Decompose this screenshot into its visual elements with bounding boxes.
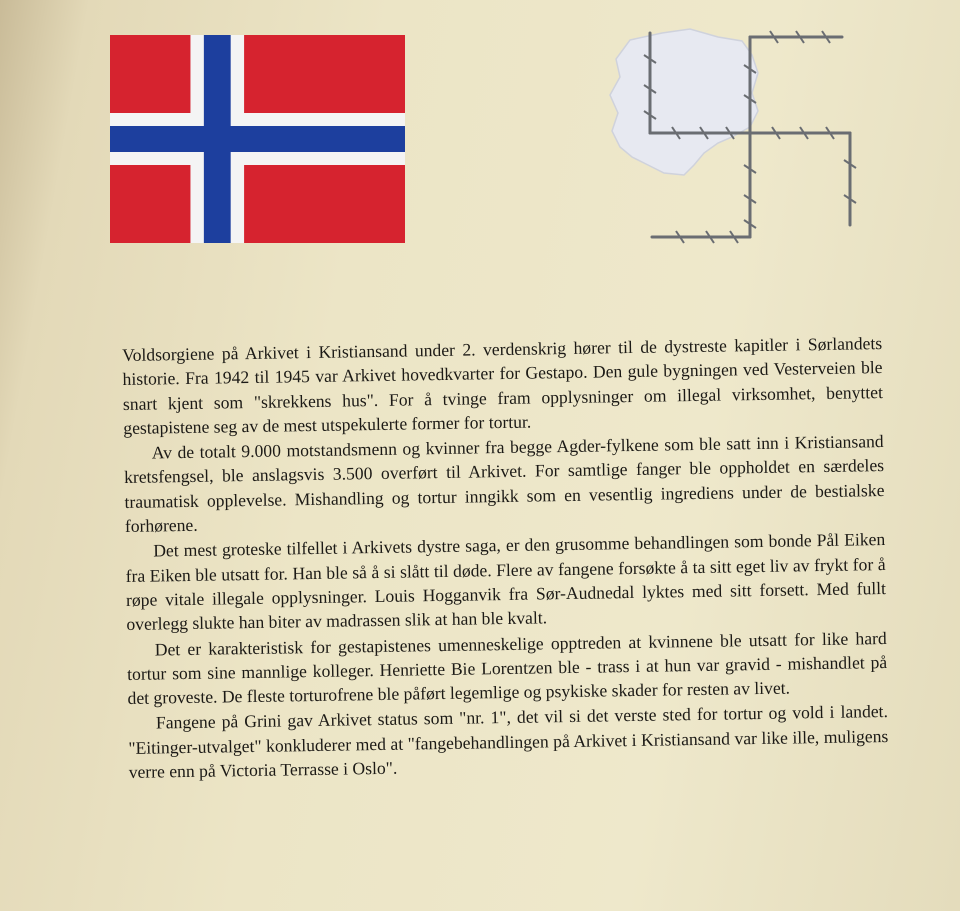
article-paragraph-1: Voldsorgiene på Arkivet i Kristiansand under 2. verdenskrig hører til de dystreste kapitler i Sørlandets historie. Fra 1942 til 1945 var Arkivet hovedkvarter for Gestapo. Den gule bygningen ved Vesterveien ble snart kjent som "skrekkens hus". For å tvinge fram opplysninger om illegal virksomhet, benyttet gestapistene seg av de mest utspekulerte former for tortur. xyxy=(122,333,884,438)
norwegian-flag-image xyxy=(110,35,405,243)
barbed-wire-swastika-icon xyxy=(600,15,870,265)
article-paragraph-2: Av de totalt 9.000 motstandsmenn og kvinner fra begge Agder-fylkene som ble satt inn i Kristiansand kretsfengsel, ble anslagsvis 3.500 overført til Arkivet. For samtlige fanger ble oppholdet en særdeles traumatisk opplevelse. Mishandling og tortur inngikk som en vesentlig ingrediens under de bestialske forhørene. xyxy=(123,431,885,537)
article-text xyxy=(122,331,889,785)
article-paragraph-5: Fangene på Grini gav Arkivet status som "nr. 1", det vil si det verste sted for tortur og vold i landet. "Eitinger-utvalget" konkluderer med at "fangebehandlingen på Arkivet i Kristiansand var like ille, muligens verre enn på Victoria Terrasse i Oslo". xyxy=(128,701,889,782)
map-silhouette xyxy=(610,29,758,175)
article-paragraph-3: Det mest groteske tilfellet i Arkivets dystre saga, er den grusomme behandlingen som bonde Pål Eiken fra Eiken ble utsatt for. Han ble så å si slått til døde. Flere av fangene forsøkte å ta sitt eget liv av frykt for å røpe vitale illegale opplysninger. Louis Hogganvik fra Sør-Audnedal lyktes med sitt forsett. Med fullt overlegg slukte han biter av madrassen slik at han ble kvalt. xyxy=(125,529,887,635)
norwegian-flag-icon xyxy=(110,35,405,243)
barbed-wire-swastika-image xyxy=(600,15,870,265)
flag-blue-horizontal xyxy=(110,126,405,152)
article-paragraph-4: Det er karakteristisk for gestapistenes umenneskelige opptreden at kvinnene ble utsatt for like hard tortur som sine mannlige kolleger. Henriette Bie Lorentzen ble - trass i at hun var gravid - mishandlet på det groveste. De fleste torturofrene ble påført legemlige og psykiske skader for resten av livet. xyxy=(127,627,888,709)
